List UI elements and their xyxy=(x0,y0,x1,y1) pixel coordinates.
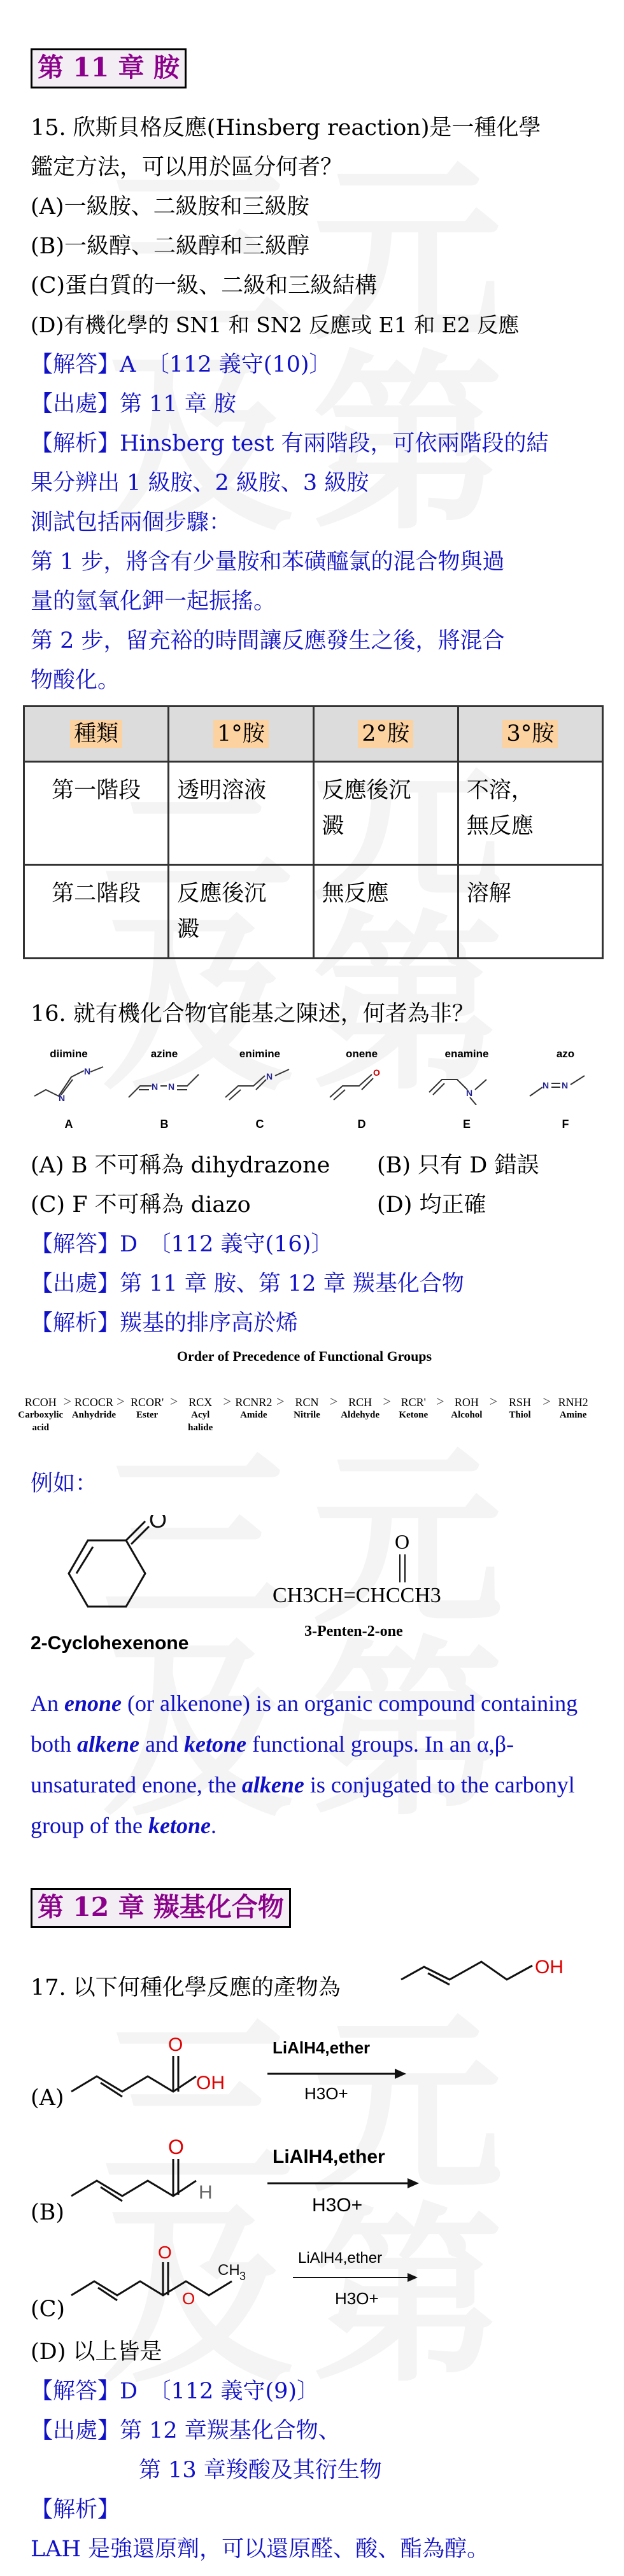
order-of-precedence-row xyxy=(18,1384,604,1454)
table-row xyxy=(24,762,603,865)
reaction-a-reagent: LiAlH4,ether xyxy=(273,2038,371,2057)
q15-explanation-2: 果分辨出 1 級胺、2 級胺、3 級胺 xyxy=(31,470,369,496)
svg-text:O: O xyxy=(149,1515,167,1533)
table-header-cell xyxy=(458,707,602,762)
q17-option-a-label: (A) xyxy=(31,2085,64,2111)
reaction-b-reactant-icon xyxy=(69,2120,234,2215)
product-oh-label: OH xyxy=(535,1957,564,1978)
chapter-12-heading: 第 12 章 羰基化合物 xyxy=(31,1888,291,1928)
precedence-class-name: Aldehyde xyxy=(341,1410,380,1420)
precedence-item xyxy=(390,1384,436,1421)
precedence-formula: RCOH xyxy=(24,1396,57,1409)
example-label: 例如： xyxy=(31,1471,98,1496)
precedence-greater-than: > xyxy=(63,1393,72,1409)
precedence-greater-than: > xyxy=(436,1393,444,1409)
enone-definition: An enone (or alkenone) is an organic compound containing both alkene and ketone functional groups. In an α,β-unsaturated enone, the alkene is conjugated to the carbonyl group of the ketone. xyxy=(31,1691,578,1838)
q16-option-b: (B) 只有 D 錯誤 xyxy=(377,1153,539,1178)
pentenone-formula: CH3CH=CHCCH3 xyxy=(273,1584,441,1607)
q15-option-c: (C)蛋白質的一級、二級和三級結構 xyxy=(31,273,378,299)
precedence-class-name: Ketone xyxy=(399,1410,429,1420)
q17-source-2: 第 13 章羧酸及其衍生物 xyxy=(139,2458,382,2483)
cyclohexenone-structure-icon xyxy=(31,1515,222,1623)
chapter-11-heading: 第 11 章 胺 xyxy=(31,48,187,88)
svg-text:CH: CH xyxy=(218,2262,240,2279)
q15-answer: 【解答】A 〔112 義守(10)〕 xyxy=(31,352,332,377)
precedence-greater-than: > xyxy=(117,1393,125,1409)
reaction-c-workup: H3O+ xyxy=(335,2289,379,2308)
precedence-class-name: Ester xyxy=(136,1410,159,1420)
fg-letter: F xyxy=(562,1118,569,1130)
table-cell: 溶解 xyxy=(458,865,602,959)
q17-answer: 【解答】D 〔112 義守(9)〕 xyxy=(31,2379,320,2404)
q17-option-d: (D) 以上皆是 xyxy=(31,2339,162,2365)
precedence-item xyxy=(497,1384,543,1421)
precedence-class-name: Carboxylic acid xyxy=(18,1410,64,1433)
table-header-cell xyxy=(169,707,313,762)
precedence-formula: RCN xyxy=(295,1396,319,1409)
table-header-cell xyxy=(24,707,169,762)
svg-text:H: H xyxy=(199,2182,213,2203)
chapter-11-heading-wrap xyxy=(31,48,604,88)
carbonyl-oxygen: O xyxy=(395,1530,410,1553)
q17-solution xyxy=(31,2372,604,2569)
precedence-item xyxy=(178,1384,223,1434)
fg-azine xyxy=(126,1048,202,1130)
functional-group-structures xyxy=(31,1048,604,1130)
q17-explanation-label: 【解析】 xyxy=(31,2497,120,2523)
enone-keyword: ketone xyxy=(183,1731,246,1757)
svg-text:O: O xyxy=(158,2242,172,2262)
precedence-class-name: Alcohol xyxy=(451,1410,483,1420)
precedence-greater-than: > xyxy=(542,1393,551,1409)
q16-solution xyxy=(31,1225,604,1343)
enone-keyword: enone xyxy=(64,1691,122,1716)
svg-text:N: N xyxy=(542,1080,550,1090)
q16-option-c: (C) F 不可稱為 diazo xyxy=(31,1192,251,1218)
q17-option-b-label: (B) xyxy=(31,2200,65,2225)
precedence-greater-than: > xyxy=(169,1393,178,1409)
table-cell: 第一階段 xyxy=(24,762,169,865)
fg-letter: D xyxy=(357,1118,366,1130)
precedence-item xyxy=(231,1384,277,1421)
fg-letter: B xyxy=(160,1118,169,1130)
svg-text:N: N xyxy=(562,1080,569,1090)
precedence-formula: RCOR' xyxy=(130,1396,164,1409)
q15-option-d: (D)有機化學的 SN1 和 SN2 反應或 E1 和 E2 反應 xyxy=(31,313,520,337)
fg-onene xyxy=(323,1048,400,1130)
fg-name: enimine xyxy=(239,1048,281,1060)
q17-explanation: LAH 是強還原劑，可以還原醛、酸、酯為醇。 xyxy=(31,2537,490,2562)
fg-enamine xyxy=(425,1048,508,1130)
reaction-a-reactant-icon xyxy=(69,2031,234,2113)
precedence-greater-than: > xyxy=(489,1393,498,1409)
table-row xyxy=(24,865,603,959)
precedence-class-name: Amine xyxy=(559,1410,587,1420)
reaction-b-arrow-icon xyxy=(267,2177,420,2190)
q15-explanation-5: 量的氫氧化鉀一起振搖。 xyxy=(31,589,276,614)
table-cell: 不溶， 無反應 xyxy=(458,762,602,865)
table-cell: 反應後沉 澱 xyxy=(169,865,313,959)
enone-keyword: alkene xyxy=(77,1731,139,1757)
precedence-formula: RCNR2 xyxy=(235,1396,273,1409)
q15-explanation-6: 第 2 步，留充裕的時間讓反應發生之後，將混合 xyxy=(31,628,505,654)
azo-structure-icon xyxy=(527,1060,604,1105)
svg-text:3: 3 xyxy=(239,2270,246,2283)
hinsberg-table xyxy=(23,705,604,959)
q16-stem: 16. 就有機化合物官能基之陳述，何者為非？ xyxy=(31,1001,474,1027)
diimine-structure-icon xyxy=(31,1060,107,1105)
svg-text:N: N xyxy=(84,1066,91,1076)
cyclohexenone-name: 2-Cyclohexenone xyxy=(31,1633,189,1654)
question-15 xyxy=(31,108,604,700)
pentenone-name: 3-Penten-2-one xyxy=(304,1623,403,1640)
table-header-row xyxy=(24,707,603,762)
cyclohexenone-figure xyxy=(31,1515,222,1661)
order-of-precedence-title: Order of Precedence of Functional Groups xyxy=(176,1348,432,1364)
q17-option-c-label: (C) xyxy=(31,2297,66,2322)
onene-structure-icon xyxy=(323,1060,400,1105)
fg-letter: E xyxy=(462,1118,471,1130)
q15-option-a: (A)一級胺、二級胺和三級胺 xyxy=(31,194,309,220)
table-header-cell xyxy=(313,707,458,762)
q16-option-a: (A) B 不可稱為 dihydrazone xyxy=(31,1153,330,1178)
precedence-formula: RCOCR xyxy=(74,1396,113,1409)
table-cell: 透明溶液 xyxy=(169,762,313,865)
precedence-class-name: Anhydride xyxy=(71,1410,117,1420)
svg-text:O: O xyxy=(168,2136,184,2158)
q15-explanation-4: 第 1 步，將含有少量胺和苯磺醯氯的混合物與過 xyxy=(31,549,505,575)
reaction-c-reactant-icon xyxy=(69,2241,260,2317)
fg-name: azo xyxy=(556,1048,575,1060)
reaction-c-reagent: LiAlH4,ether xyxy=(298,2249,383,2267)
q15-stem-1: 15. 欣斯貝格反應(Hinsberg reaction)是一種化學 xyxy=(31,115,541,141)
precedence-class-name: Amide xyxy=(240,1410,267,1420)
fg-name: azine xyxy=(150,1048,178,1060)
reaction-c-arrow-icon xyxy=(293,2271,420,2284)
q16-answer: 【解答】D 〔112 義守(16)〕 xyxy=(31,1232,334,1257)
precedence-formula: RCR' xyxy=(401,1396,426,1409)
fg-name: onene xyxy=(345,1048,378,1060)
precedence-item xyxy=(337,1384,383,1421)
table-cell: 無反應 xyxy=(313,865,458,959)
header-tertiary-amine: 3°胺 xyxy=(502,720,558,748)
reaction-b-workup: H3O+ xyxy=(312,2195,363,2216)
table-cell: 反應後沉 澱 xyxy=(313,762,458,865)
fg-name: enamine xyxy=(444,1048,489,1060)
precedence-greater-than: > xyxy=(276,1393,285,1409)
precedence-item xyxy=(71,1384,117,1421)
q17-product-structure-icon xyxy=(399,1941,590,2005)
header-secondary-amine: 2°胺 xyxy=(358,720,413,748)
question-16-stem-wrap xyxy=(31,994,604,1034)
q15-stem-2: 鑑定方法，可以用於區分何者？ xyxy=(31,155,343,180)
precedence-class-name: Thiol xyxy=(509,1410,531,1420)
fg-letter: C xyxy=(255,1118,264,1130)
header-type: 種類 xyxy=(70,720,122,748)
precedence-item xyxy=(18,1384,64,1434)
precedence-greater-than: > xyxy=(223,1393,231,1409)
fg-diimine xyxy=(31,1048,107,1130)
q16-explanation: 【解析】羰基的排序高於烯 xyxy=(31,1311,299,1336)
precedence-formula: RCX xyxy=(188,1396,213,1409)
chapter-12-heading-wrap xyxy=(31,1888,604,1928)
enimine-structure-icon xyxy=(222,1060,298,1105)
azine-structure-icon xyxy=(126,1060,202,1105)
svg-text:N: N xyxy=(168,1081,175,1092)
precedence-formula: ROH xyxy=(454,1396,479,1409)
precedence-formula: RSH xyxy=(509,1396,532,1409)
enone-keyword: ketone xyxy=(148,1813,211,1838)
fg-azo xyxy=(527,1048,604,1130)
precedence-formula: RNH2 xyxy=(558,1396,588,1409)
svg-text:OH: OH xyxy=(196,2073,225,2094)
fg-name: diimine xyxy=(50,1048,88,1060)
svg-text:N: N xyxy=(266,1071,273,1081)
precedence-item xyxy=(550,1384,596,1421)
precedence-greater-than: > xyxy=(383,1393,391,1409)
precedence-formula: RCH xyxy=(348,1396,372,1409)
q15-explanation-1: 【解析】Hinsberg test 有兩階段，可依兩階段的結 xyxy=(31,431,549,456)
enone-keyword: alkene xyxy=(241,1772,304,1798)
precedence-greater-than: > xyxy=(329,1393,338,1409)
svg-text:N: N xyxy=(59,1093,66,1103)
precedence-item xyxy=(124,1384,170,1421)
enamine-structure-icon xyxy=(425,1060,508,1105)
q17-stem: 17. 以下何種化學反應的產物為 xyxy=(31,1975,341,2001)
reaction-b-reagent: LiAlH4,ether xyxy=(273,2146,385,2167)
svg-text:O: O xyxy=(168,2034,183,2055)
q15-source: 【出處】第 11 章 胺 xyxy=(31,391,236,417)
q15-explanation-3: 測試包括兩個步驟： xyxy=(31,510,232,535)
reaction-a-arrow-icon xyxy=(267,2067,408,2080)
q16-option-d: (D) 均正確 xyxy=(377,1192,486,1218)
q15-explanation-7: 物酸化。 xyxy=(31,668,120,693)
svg-text:O: O xyxy=(182,2289,195,2308)
reaction-a-workup: H3O+ xyxy=(304,2084,348,2103)
precedence-class-name: Acyl halide xyxy=(188,1410,213,1433)
q15-option-b: (B)一級醇、二級醇和三級醇 xyxy=(31,234,310,259)
q16-source: 【出處】第 11 章 胺、第 12 章 羰基化合物 xyxy=(31,1271,464,1297)
header-primary-amine: 1°胺 xyxy=(213,720,269,748)
table-cell: 第二階段 xyxy=(24,865,169,959)
precedence-class-name: Nitrile xyxy=(294,1410,320,1420)
svg-text:N: N xyxy=(466,1088,473,1098)
fg-letter: A xyxy=(64,1118,73,1130)
svg-text:N: N xyxy=(152,1081,159,1092)
precedence-item xyxy=(444,1384,490,1421)
svg-text:O: O xyxy=(373,1067,380,1078)
fg-enimine xyxy=(222,1048,298,1130)
pentenone-figure xyxy=(273,1528,540,1655)
precedence-item xyxy=(284,1384,330,1421)
q17-source-1: 【出處】第 12 章羰基化合物、 xyxy=(31,2418,341,2444)
